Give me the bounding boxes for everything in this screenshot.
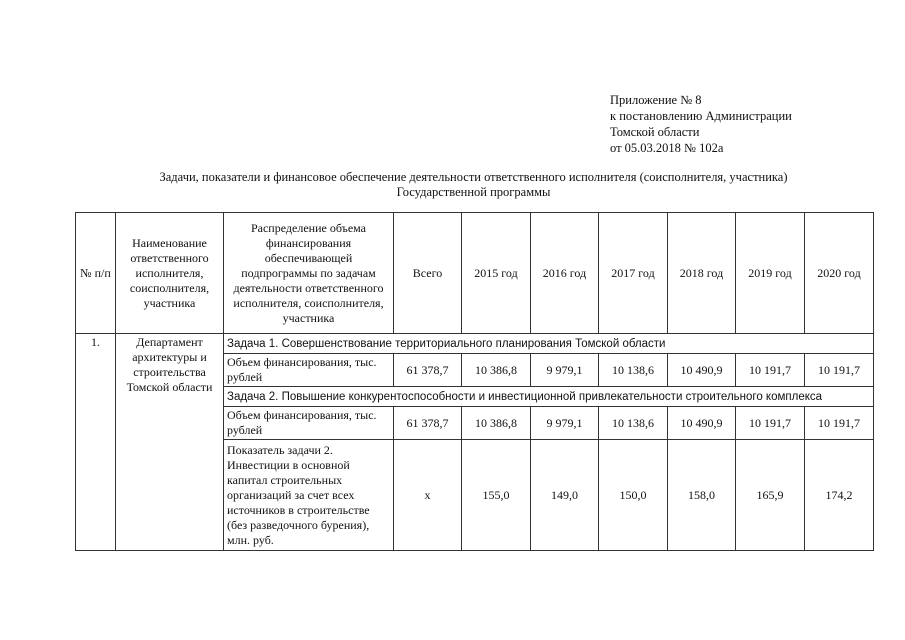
task2-2018: 10 490,9 <box>668 407 736 440</box>
indicator-2019: 165,9 <box>736 440 805 551</box>
task1-2017: 10 138,6 <box>599 354 668 387</box>
task1-2020: 10 191,7 <box>805 354 874 387</box>
title-line: Государственной программы <box>396 185 551 199</box>
task1-2016: 9 979,1 <box>531 354 599 387</box>
task2-2016: 9 979,1 <box>531 407 599 440</box>
document-title <box>75 170 872 200</box>
task1-2015: 10 386,8 <box>462 354 531 387</box>
executor-name: Департамент архитектуры и строительства Томской области <box>116 334 224 551</box>
appendix-line: Томской области <box>610 125 700 139</box>
appendix-block <box>610 92 792 156</box>
indicator-2017: 150,0 <box>599 440 668 551</box>
header-2020: 2020 год <box>805 213 874 334</box>
header-2018: 2018 год <box>668 213 736 334</box>
task1-title: Задача 1. Совершенствование территориального планирования Томской области <box>224 334 874 354</box>
task2-2019: 10 191,7 <box>736 407 805 440</box>
row-number: 1. <box>76 334 116 551</box>
financing-table <box>75 212 874 551</box>
task2-label: Объем финансирования, тыс. рублей <box>224 407 394 440</box>
indicator-2020: 174,2 <box>805 440 874 551</box>
table-row <box>76 334 874 354</box>
header-2017: 2017 год <box>599 213 668 334</box>
task1-total: 61 378,7 <box>394 354 462 387</box>
appendix-line: от 05.03.2018 № 102а <box>610 141 724 155</box>
indicator-label: Показатель задачи 2. Инвестиции в основной капитал строительных организаций за счет всех источников в строительстве (без разведочного бурения), млн. руб. <box>224 440 394 551</box>
indicator-2015: 155,0 <box>462 440 531 551</box>
appendix-line: Приложение № 8 <box>610 93 702 107</box>
header-2015: 2015 год <box>462 213 531 334</box>
indicator-2016: 149,0 <box>531 440 599 551</box>
task1-2018: 10 490,9 <box>668 354 736 387</box>
indicator-total: х <box>394 440 462 551</box>
title-line: Задачи, показатели и финансовое обеспечение деятельности ответственного исполнителя (соисполнителя, участника) <box>159 170 788 184</box>
task2-total: 61 378,7 <box>394 407 462 440</box>
header-executor: Наименование ответственного исполнителя, соисполнителя, участника <box>116 213 224 334</box>
task1-2019: 10 191,7 <box>736 354 805 387</box>
header-distribution: Распределение объема финансирования обеспечивающей подпрограммы по задачам деятельности ответственного исполнителя, соисполнителя, участника <box>224 213 394 334</box>
task2-title: Задача 2. Повышение конкурентоспособности и инвестиционной привлекательности строительного комплекса <box>224 387 874 407</box>
task1-label: Объем финансирования, тыс. рублей <box>224 354 394 387</box>
table-header-row <box>76 213 874 334</box>
task2-2015: 10 386,8 <box>462 407 531 440</box>
indicator-2018: 158,0 <box>668 440 736 551</box>
appendix-line: к постановлению Администрации <box>610 109 792 123</box>
header-total: Всего <box>394 213 462 334</box>
task2-2017: 10 138,6 <box>599 407 668 440</box>
task2-2020: 10 191,7 <box>805 407 874 440</box>
header-2016: 2016 год <box>531 213 599 334</box>
header-num: № п/п <box>76 213 116 334</box>
header-2019: 2019 год <box>736 213 805 334</box>
